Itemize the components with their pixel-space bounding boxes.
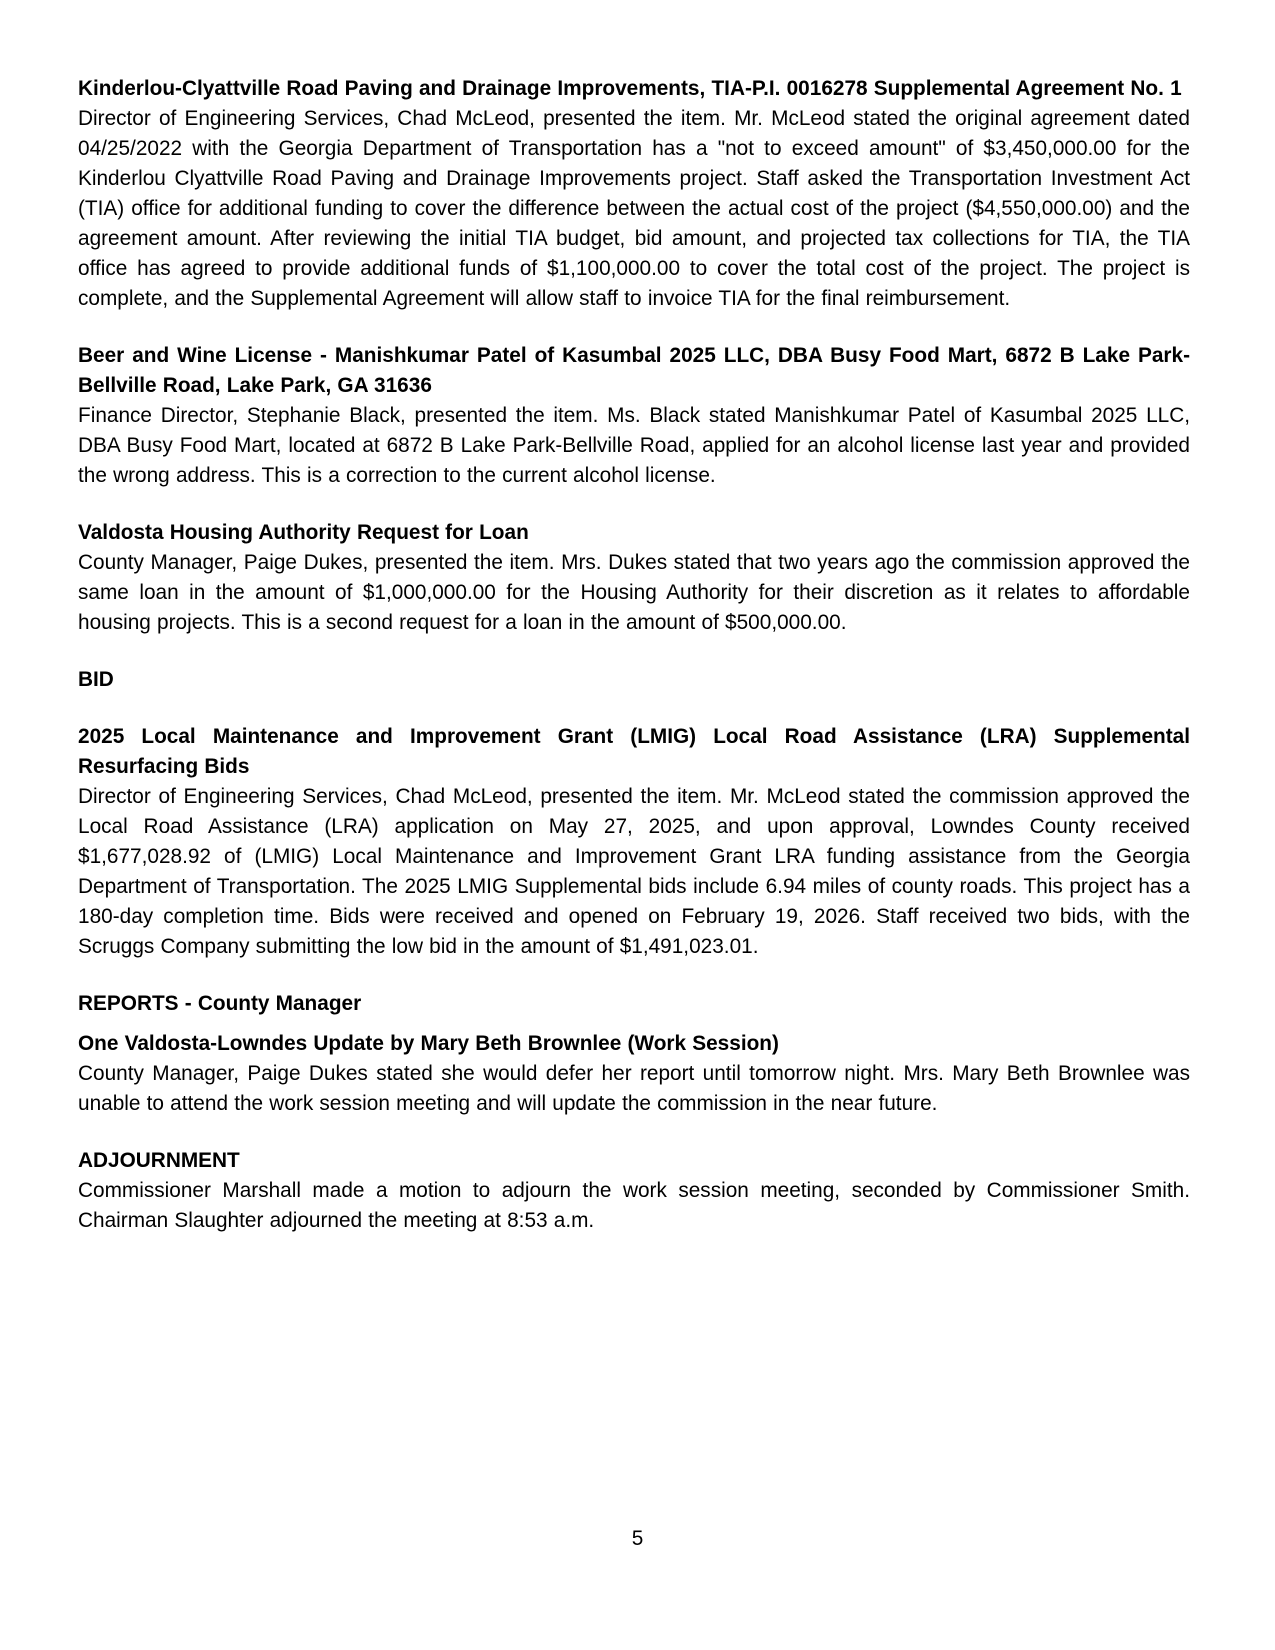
section-heading: One Valdosta-Lowndes Update by Mary Beth Brownlee (Work Session)	[78, 1032, 779, 1055]
section-paragraph: Commissioner Marshall made a motion to adjourn the work session meeting, seconded by Commissioner Smith. Chairman Slaughter adjourned the meeting at 8:53 a.m.	[78, 1179, 1190, 1232]
section-heading: Beer and Wine License - Manishkumar Patel of Kasumbal 2025 LLC, DBA Busy Food Mart, 6872 B Lake Park-Bellville Road, Lake Park, GA 31636	[78, 344, 1190, 397]
section-heading: 2025 Local Maintenance and Improvement Grant (LMIG) Local Road Assistance (LRA) Supplemental Resurfacing Bids	[78, 725, 1190, 778]
page-content	[78, 74, 1190, 1263]
section-heading: Valdosta Housing Authority Request for Loan	[78, 521, 529, 544]
section-lmig-resurfacing-bids	[78, 722, 1190, 962]
section-paragraph: Director of Engineering Services, Chad McLeod, presented the item. Mr. McLeod stated the commission approved the Local Road Assistance (LRA) application on May 27, 2025, and upon approval, Lowndes County received $1,677,028.92 of (LMIG) Local Maintenance and Improvement Grant LRA funding assistance from the Georgia Department of Transportation. The 2025 LMIG Supplemental bids include 6.94 miles of county roads. This project has a 180-day completion time. Bids were received and opened on February 19, 2026. Staff received two bids, with the Scruggs Company submitting the low bid in the amount of $1,491,023.01.	[78, 785, 1190, 958]
section-paragraph: Finance Director, Stephanie Black, presented the item. Ms. Black stated Manishkumar Patel of Kasumbal 2025 LLC, DBA Busy Food Mart, located at 6872 B Lake Park-Bellville Road, applied for an alcohol license last year and provided the wrong address. This is a correction to the current alcohol license.	[78, 404, 1190, 487]
section-paragraph: Director of Engineering Services, Chad McLeod, presented the item. Mr. McLeod stated the original agreement dated 04/25/2022 with the Georgia Department of Transportation has a "not to exceed amount" of $3,450,000.00 for the Kinderlou Clyattville Road Paving and Drainage Improvements project. Staff asked the Transportation Investment Act (TIA) office for additional funding to cover the difference between the actual cost of the project ($4,550,000.00) and the agreement amount. After reviewing the initial TIA budget, bid amount, and projected tax collections for TIA, the TIA office has agreed to provide additional funds of $1,100,000.00 to cover the total cost of the project. The project is complete, and the Supplemental Agreement will allow staff to invoice TIA for the final reimbursement.	[78, 107, 1190, 310]
section-heading: ADJOURNMENT	[78, 1149, 240, 1172]
section-one-valdosta-lowndes-update	[78, 1029, 1190, 1119]
section-heading: REPORTS - County Manager	[78, 992, 362, 1015]
section-paragraph: County Manager, Paige Dukes, presented the item. Mrs. Dukes stated that two years ago the commission approved the same loan in the amount of $1,000,000.00 for the Housing Authority for their discretion as it relates to affordable housing projects. This is a second request for a loan in the amount of $500,000.00.	[78, 551, 1190, 634]
page-number: 5	[631, 1527, 644, 1550]
section-beer-and-wine-license	[78, 341, 1190, 491]
section-heading: Kinderlou-Clyattville Road Paving and Drainage Improvements, TIA-P.I. 0016278 Supplemental Agreement No. 1	[78, 77, 1182, 100]
section-adjournment	[78, 1146, 1190, 1236]
section-housing-authority-loan	[78, 518, 1190, 638]
section-bid	[78, 665, 1190, 695]
section-reports-county-manager	[78, 989, 1190, 1019]
section-kinderlou-supplemental-agreement	[78, 74, 1190, 314]
section-paragraph: County Manager, Paige Dukes stated she would defer her report until tomorrow night. Mrs. Mary Beth Brownlee was unable to attend the work session meeting and will update the commission in the near future.	[78, 1062, 1190, 1115]
section-heading: BID	[78, 668, 114, 691]
